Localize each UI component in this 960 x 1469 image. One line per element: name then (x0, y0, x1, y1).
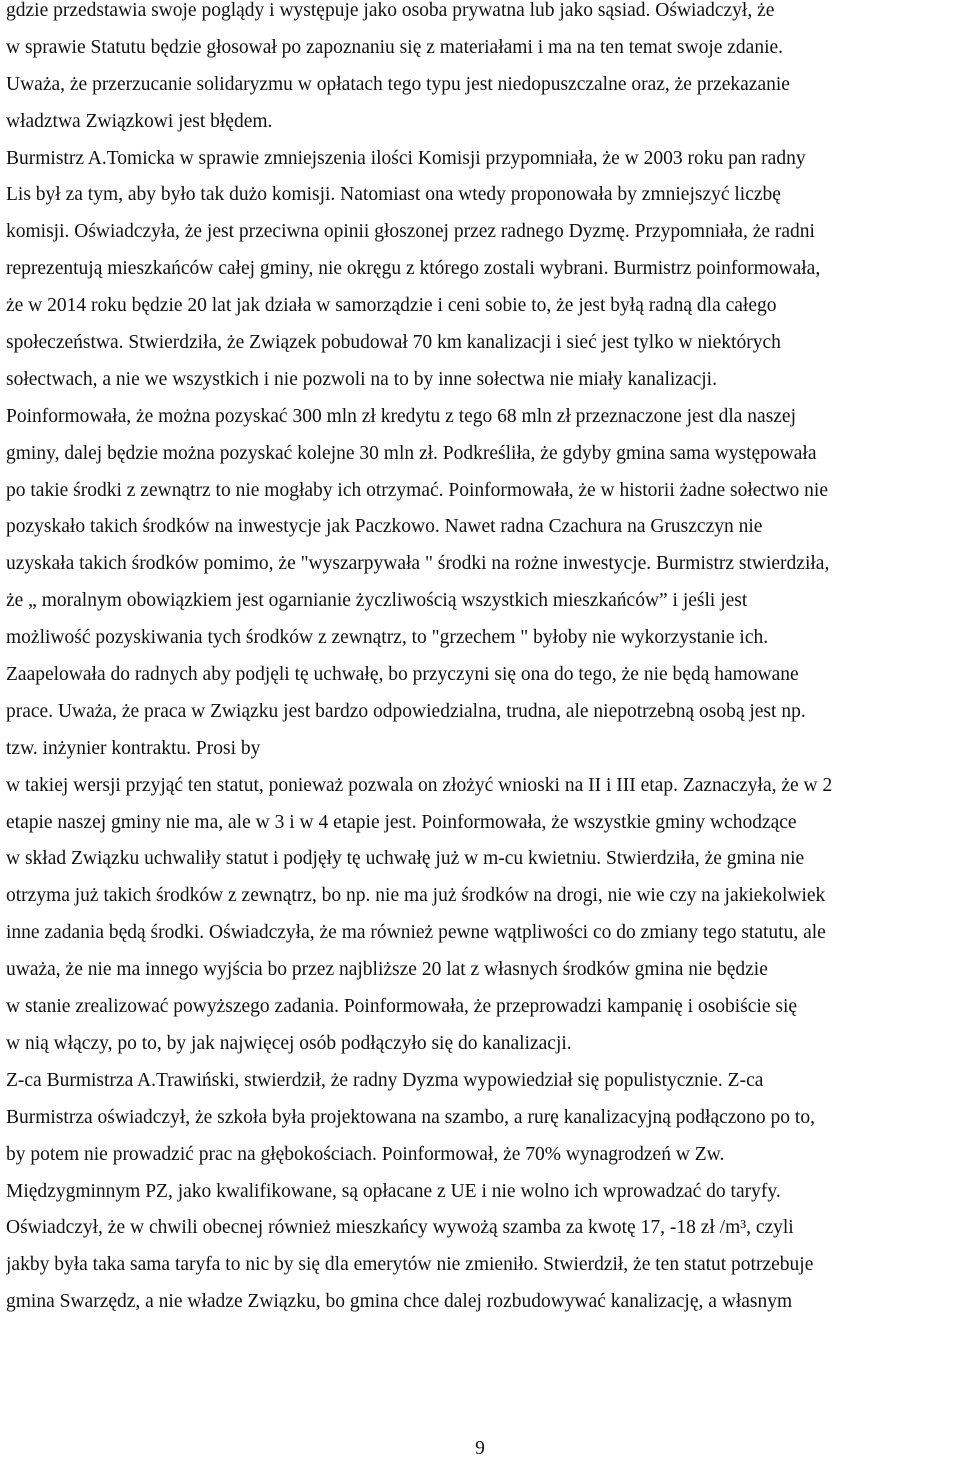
text-line: etapie naszej gminy nie ma, ale w 3 i w 4 etapie jest. Poinformowała, że wszystkie gminy wchodzące (6, 811, 797, 833)
text-line: w takiej wersji przyjąć ten statut, ponieważ pozwala on złożyć wnioski na II i III etap. Zaznaczyła, że w 2 (6, 774, 833, 796)
text-line: pozyskało takich środków na inwestycje jak Paczkowo. Nawet radna Czachura na Gruszczyn nie (6, 516, 763, 538)
text-line: uzyskała takich środków pomimo, że "wyszarpywała " środki na rożne inwestycje. Burmistrz stwierdziła, (6, 553, 830, 575)
text-line: reprezentują mieszkańców całej gminy, nie okręgu z którego zostali wybrani. Burmistrz poinformowała, (6, 258, 821, 280)
text-line: Poinformowała, że można pozyskać 300 mln zł kredytu z tego 68 mln zł przeznaczone jest dla naszej (6, 405, 797, 427)
text-line: sołectwach, a nie we wszystkich i nie pozwoli na to by inne sołectwa nie miały kanalizacji. (6, 368, 717, 390)
body-text (6, 0, 960, 1328)
text-line: w nią włączy, po to, by jak najwięcej osób podłączyło się do kanalizacji. (6, 1032, 572, 1054)
text-line: tzw. inżynier kontraktu. Prosi by (6, 737, 261, 759)
text-line: że w 2014 roku będzie 20 lat jak działa w samorządzie i ceni sobie to, że jest byłą radną dla całego (6, 295, 777, 317)
text-line: w stanie zrealizować powyższego zadania. Poinformowała, że przeprowadzi kampanię i osobiście się (6, 996, 798, 1018)
text-line: że „ moralnym obowiązkiem jest ogarnianie życzliwością wszystkich mieszkańców” i jeśli jest (6, 590, 748, 612)
text-line: prace. Uważa, że praca w Związku jest bardzo odpowiedzialna, trudna, ale niepotrzebną osobą jest np. (6, 700, 806, 722)
page-number: 9 (475, 1438, 485, 1459)
text-line: otrzyma już takich środków z zewnątrz, bo np. nie ma już środków na drogi, nie wie czy na jakiekolwiek (6, 885, 826, 907)
text-line: Międzygminnym PZ, jako kwalifikowane, są opłacane z UE i nie wolno ich wprowadzać do taryfy. (6, 1180, 781, 1202)
text-line: możliwość pozyskiwania tych środków z zewnątrz, to "grzechem " byłoby nie wykorzystanie ich. (6, 627, 769, 649)
text-line: jakby była taka sama taryfa to nic by się dla emerytów nie zmieniło. Stwierdził, że ten statut potrzebuje (6, 1254, 814, 1276)
text-line: Burmistrz A.Tomicka w sprawie zmniejszenia ilości Komisji przypomniała, że w 2003 roku pan radny (6, 147, 806, 169)
text-line: Uważa, że przerzucanie solidaryzmu w opłatach tego typu jest niedopuszczalne oraz, że przekazanie (6, 73, 790, 95)
text-line: gmina Swarzędz, a nie władze Związku, bo gmina chce dalej rozbudowywać kanalizację, a własnym (6, 1291, 793, 1313)
text-line: Z-ca Burmistrza A.Trawiński, stwierdził, że radny Dyzma wypowiedział się populistycznie. Z-ca (6, 1069, 764, 1091)
text-line: władztwa Związkowi jest błędem. (6, 110, 273, 132)
text-line: gdzie przedstawia swoje poglądy i występuje jako osoba prywatna lub jako sąsiad. Oświadczył, że (6, 0, 775, 21)
text-line: komisji. Oświadczyła, że jest przeciwna opinii głoszonej przez radnego Dyzmę. Przypomniała, że radni (6, 221, 815, 243)
text-line: społeczeństwa. Stwierdziła, że Związek pobudował 70 km kanalizacji i sieć jest tylko w niektórych (6, 332, 781, 354)
text-line: inne zadania będą środki. Oświadczyła, że ma również pewne wątpliwości co do zmiany tego statutu, ale (6, 922, 826, 944)
text-line: Oświadczył, że w chwili obecnej również mieszkańcy wywożą szamba za kwotę 17, -18 zł /m³, czyli (6, 1217, 794, 1239)
text-line: w skład Związku uchwaliły statut i podjęły tę uchwałę już w m-cu kwietniu. Stwierdziła, że gmina nie (6, 848, 805, 870)
text-line: Zaapelowała do radnych aby podjęli tę uchwałę, bo przyczyni się ona do tego, że nie będą hamowane (6, 664, 799, 686)
text-line: Burmistrza oświadczył, że szkoła była projektowana na szambo, a rurę kanalizacyjną podłączono po to, (6, 1106, 815, 1128)
text-line: gminy, dalej będzie można pozyskać kolejne 30 mln zł. Podkreśliła, że gdyby gmina sama występowała (6, 442, 817, 464)
text-line: w sprawie Statutu będzie głosował po zapoznaniu się z materiałami i ma na ten temat swoje zdanie. (6, 36, 784, 58)
text-line: uważa, że nie ma innego wyjścia bo przez najbliższe 20 lat z własnych środków gmina nie będzie (6, 959, 768, 981)
text-line: Lis był za tym, aby było tak dużo komisji. Natomiast ona wtedy proponowała by zmniejszyć liczbę (6, 184, 781, 206)
text-line: po takie środki z zewnątrz to nie mogłaby ich otrzymać. Poinformowała, że w historii żadne sołectwo nie (6, 479, 828, 501)
text-line: by potem nie prowadzić prac na głębokościach. Poinformował, że 70% wynagrodzeń w Zw. (6, 1143, 725, 1165)
